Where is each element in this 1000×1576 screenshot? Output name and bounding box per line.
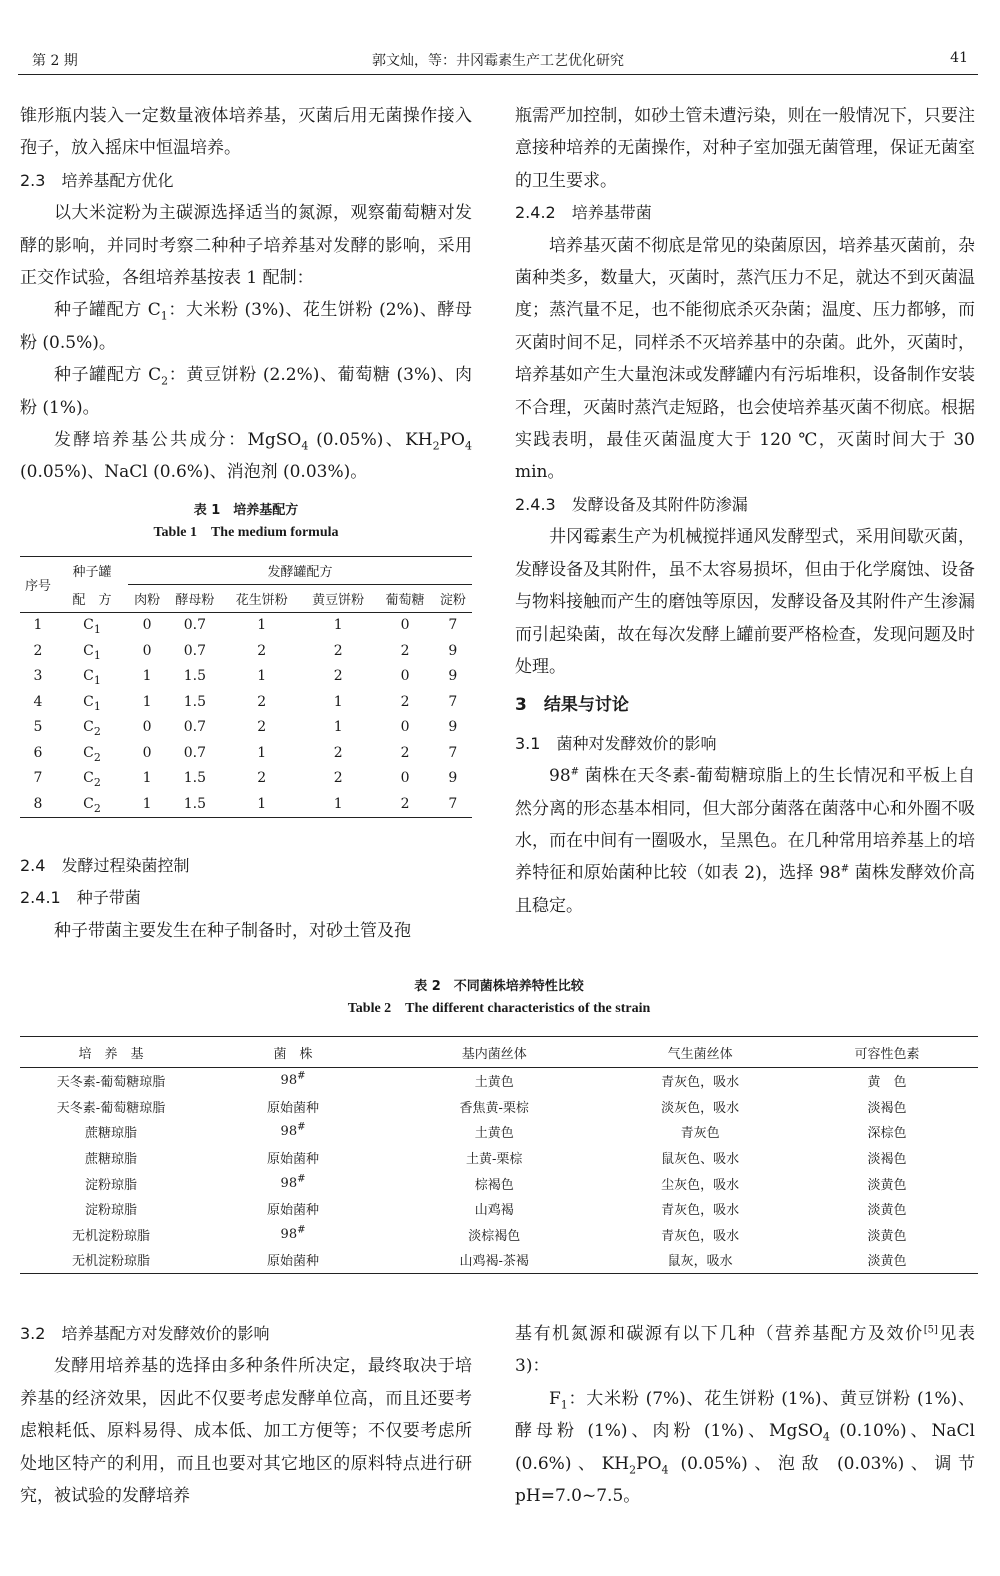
table1-cell: 7 (448, 795, 458, 812)
table1-row (20, 715, 472, 741)
table1-cell: 6 (33, 744, 43, 761)
paragraph: 种子带菌主要发生在种子制备时，对砂土管及孢 (54, 920, 411, 941)
table2-cell: 无机淀粉琼脂 (72, 1228, 151, 1244)
table1-cell: 7 (33, 770, 43, 787)
table2-cell: 土黄色 (474, 1126, 514, 1142)
table1-caption-cn: 表 1 培养基配方 (193, 503, 299, 518)
table2-row (20, 1170, 978, 1196)
table2-cell: 淡黄色 (867, 1177, 907, 1193)
table1-subheader: 酵母粉 (175, 592, 215, 608)
table2-cell: 淀粉琼脂 (85, 1177, 138, 1193)
table1-cell: 2 (400, 744, 410, 761)
subsection-heading: 2.4.2 培养基带菌 (515, 203, 652, 223)
table2-cell: 淡灰色，吸水 (661, 1100, 740, 1116)
table1-cell: 1.5 (183, 668, 207, 685)
table2 (20, 1036, 978, 1274)
left-column (20, 100, 472, 489)
table1-cell: 9 (448, 642, 458, 659)
table2-header: 气生菌丝体 (604, 1037, 796, 1068)
table1-cell: 1 (142, 693, 152, 710)
table1-cell: 2 (33, 642, 43, 659)
table1-cell: 2 (257, 719, 267, 736)
table2-header: 可容性色素 (796, 1037, 978, 1068)
table1-cell: 0 (400, 770, 410, 787)
running-header (18, 46, 978, 75)
table2-caption (20, 976, 978, 1020)
table1-cell: 7 (448, 744, 458, 761)
table2-cell: 香焦黄-栗棕 (459, 1100, 529, 1116)
table1-cell: 0 (142, 617, 152, 634)
table1-cell: $C_1$ (83, 668, 101, 688)
table1-cell: 1 (33, 617, 43, 634)
paragraph: 种子罐配方 $C_1$：大米粉 (3%)、花生饼粉 (2%)、酵母粉 (0.5%)。 (20, 300, 472, 353)
table2-cell: 蔗糖琼脂 (85, 1152, 138, 1168)
left-column-lower (20, 850, 472, 947)
table1-cell: 0.7 (183, 719, 207, 736)
running-title: 郭文灿，等：井冈霉素生产工艺优化研究 (372, 53, 624, 69)
table1-cell: 0 (400, 668, 410, 685)
table1-cell: 5 (33, 719, 43, 736)
table1-cell: 9 (448, 668, 458, 685)
table2-row (20, 1222, 978, 1248)
table2-row (20, 1119, 978, 1145)
table1-caption-en: Table 1 The medium formula (153, 525, 339, 540)
paragraph: 98# 菌株在天冬素-葡萄糖琼脂上的生长情况和平板上自然分离的形态基本相同，但大部分菌落在菌落中心和外圈不吸水，而在中间有一圈吸水，呈黑色。在几种常用培养基上的培养特征和原始菌种比较（如表 2)，选择 98# 菌株发酵效价高且稳定。 (515, 766, 976, 916)
table1-subheader: 肉粉 (134, 592, 161, 608)
paragraph: 基有机氮源和碳源有以下几种（营养基配方及效价[5]见表 3)： (515, 1324, 976, 1377)
table2-cell: 山鸡褐 (474, 1203, 514, 1219)
paragraph: 瓶需严加控制，如砂土管未遭污染，则在一般情况下，只要注意接种培养的无菌操作，对种子室加强无菌管理，保证无菌室的卫生要求。 (515, 106, 975, 191)
table1-cell: 1 (257, 795, 267, 812)
table1-cell: 1 (333, 693, 343, 710)
table2-header: 菌 株 (202, 1037, 384, 1068)
table1-row (20, 612, 472, 638)
table1-cell: $C_1$ (83, 693, 101, 713)
table2-cell: 青灰色，吸水 (661, 1075, 740, 1091)
paragraph: 培养基灭菌不彻底是常见的染菌原因，培养基灭菌前，杂菌种类多，数量大，灭菌时，蒸汽压力不足，就达不到灭菌温度；蒸汽量不足，也不能彻底杀灭杂菌；温度、压力都够，而灭菌时间不足，同样杀不灭培养基中的杂菌。此外，灭菌时，培养基如产生大量泡沫或发酵罐内有污垢堆积，设备制作安装不合理，灭菌时蒸汽走短路，也会使培养基灭菌不彻底。根据实践表明，最佳灭菌温度大于 120 ℃，灭菌时间大于 30 min。 (515, 235, 975, 483)
table2-row (20, 1196, 978, 1222)
table1-cell: 1.5 (183, 693, 207, 710)
table1-cell: 0 (142, 719, 152, 736)
table2-cell: 98# (280, 1224, 306, 1242)
table2-cell: 黄 色 (867, 1075, 907, 1091)
table1-cell: 1.5 (183, 770, 207, 787)
table1-cell: 7 (448, 693, 458, 710)
table2-row (20, 1094, 978, 1120)
table1-cell: 1 (142, 795, 152, 812)
table1-cell: 1 (257, 617, 267, 634)
table1-cell: $C_1$ (83, 642, 101, 662)
table1-row (20, 664, 472, 690)
table1-cell: 2 (400, 642, 410, 659)
table1-cell: 0 (142, 744, 152, 761)
table1-cell: 9 (448, 719, 458, 736)
table1-subheader: 花生饼粉 (235, 592, 288, 608)
table2-cell: 青灰色 (680, 1126, 720, 1142)
table1-cell: 2 (257, 770, 267, 787)
table1-cell: 2 (257, 693, 267, 710)
paragraph: 以大米淀粉为主碳源选择适当的氮源，观察葡萄糖对发酵的影响，并同时考察二种种子培养基对发酵的影响，采用正交作试验，各组培养基按表 1 配制： (20, 203, 472, 289)
table2-cell: 98# (280, 1173, 306, 1191)
table1-cell: $C_1$ (83, 617, 101, 637)
table1-row (20, 740, 472, 766)
table1-cell: 8 (33, 795, 43, 812)
table2-cell: 无机淀粉琼脂 (72, 1254, 151, 1270)
table2-cell: 淡黄色 (867, 1228, 907, 1244)
table1-cell: 0.7 (183, 617, 207, 634)
table1-cell: 4 (33, 693, 43, 710)
table1-cell: 1 (257, 668, 267, 685)
table1-row (20, 766, 472, 792)
table1-cell: 0 (400, 719, 410, 736)
table1-header: 种子罐 (72, 565, 112, 581)
table1-cell: 0.7 (183, 744, 207, 761)
table2-cell: 淡棕褐色 (468, 1228, 521, 1244)
table1-cell: 7 (448, 617, 458, 634)
paragraph: 锥形瓶内装入一定数量液体培养基，灭菌后用无菌操作接入孢子，放入摇床中恒温培养。 (20, 106, 472, 159)
table2-cell: 原始菌种 (267, 1203, 320, 1219)
paragraph: 发酵培养基公共成分：MgSO$_4$ (0.05%)、$KH_2PO_4$ (0.05%)、NaCl (0.6%)、消泡剂 (0.03%)。 (20, 430, 472, 483)
table2-cell: 天冬素-葡萄糖琼脂 (56, 1075, 166, 1091)
paragraph: $F_1$：大米粉 (7%)、花生饼粉 (1%)、黄豆饼粉 (1%)、酵母粉 (1%)、肉粉 (1%)、MgSO$_4$ (0.10%)、NaCl (0.6%)、$KH_2PO_4$ (0.05%)、泡敌 (0.03%)、调节 pH=7.0~7.5。 (515, 1388, 975, 1507)
section-heading: 3 结果与讨论 (515, 695, 629, 716)
table1-cell: 2 (333, 770, 343, 787)
table1-cell: 2 (333, 642, 343, 659)
table1-header: 发酵罐配方 (128, 557, 472, 585)
table2-header: 培 养 基 (20, 1037, 202, 1068)
bottom-right-column (515, 1318, 975, 1512)
table2-cell: 山鸡褐-茶褐 (459, 1254, 529, 1270)
table2-cell: 原始菌种 (267, 1100, 320, 1116)
table2-cell: 淡黄色 (867, 1254, 907, 1270)
table1-cell: 1 (257, 744, 267, 761)
table2-body (20, 1068, 978, 1274)
table2-cell: 鼠灰色、吸水 (661, 1152, 740, 1168)
section-heading: 2.4 发酵过程染菌控制 (20, 856, 190, 875)
table1-cell: 0.7 (183, 642, 207, 659)
table1 (20, 556, 472, 818)
table2-header: 基内菌丝体 (384, 1037, 604, 1068)
table2-cell: 98# (280, 1122, 306, 1140)
table1-header: 序号 (20, 557, 56, 613)
table2-cell: 淡褐色 (867, 1100, 907, 1116)
table1-cell: 1 (333, 617, 343, 634)
section-heading: 3.2 培养基配方对发酵效价的影响 (20, 1324, 270, 1343)
table1-cell: $C_2$ (83, 770, 101, 790)
table1-body (20, 612, 472, 817)
page-number: 41 (950, 50, 968, 66)
table1-header: 配 方 (72, 592, 112, 608)
table1-cell: 2 (400, 693, 410, 710)
table1-subheader: 淀粉 (439, 592, 466, 608)
paragraph: 种子罐配方 $C_2$：黄豆饼粉 (2.2%)、葡萄糖 (3%)、肉粉 (1%)。 (20, 365, 472, 418)
table1-cell: 1 (333, 719, 343, 736)
table2-cell: 土黄-栗棕 (465, 1152, 523, 1168)
table2-row (20, 1247, 978, 1273)
paragraph: 发酵用培养基的选择由多种条件所决定，最终取决于培养基的经济效果，因此不仅要考虑发酵单位高，而且还要考虑粮耗低、原料易得、成本低、加工方便等；不仅要考虑所处地区特产的利用，而且也要对其它地区的原料特点进行研究，被试验的发酵培养 (20, 1356, 472, 1507)
table2-cell: 尘灰色，吸水 (661, 1177, 740, 1193)
table2-cell: 原始菌种 (267, 1152, 320, 1168)
table2-row (20, 1145, 978, 1171)
bottom-left-column (20, 1318, 472, 1512)
table1-cell: 1 (333, 795, 343, 812)
table1-row (20, 638, 472, 664)
table1-caption (20, 500, 472, 544)
table2-cell: 土黄色 (474, 1075, 514, 1091)
table2-cell: 淡褐色 (867, 1152, 907, 1168)
table2-row (20, 1068, 978, 1094)
table1-row (20, 791, 472, 817)
table2-caption-cn: 表 2 不同菌株培养特性比较 (414, 979, 584, 994)
table2-cell: 蔗糖琼脂 (85, 1126, 138, 1142)
table1-row (20, 689, 472, 715)
section-heading: 2.3 培养基配方优化 (20, 170, 174, 190)
table2-cell: 原始菌种 (267, 1254, 320, 1270)
table1-cell: 2 (333, 744, 343, 761)
table1-cell: 1 (142, 668, 152, 685)
table1-cell: 1.5 (183, 795, 207, 812)
table2-cell: 淡黄色 (867, 1203, 907, 1219)
table1-cell: $C_2$ (83, 719, 101, 739)
table2-cell: 深棕色 (867, 1126, 907, 1142)
table1-cell: 0 (142, 642, 152, 659)
issue-number: 第 2 期 (32, 53, 78, 69)
table1-cell: 3 (33, 668, 43, 685)
table1-cell: 2 (333, 668, 343, 685)
paragraph: 井冈霉素生产为机械搅拌通风发酵型式，采用间歇灭菌，发酵设备及其附件，虽不太容易损坏，但由于化学腐蚀、设备与物料接触而产生的磨蚀等原因，发酵设备及其附件产生渗漏而引起染菌，故在每次发酵上罐前要严格检查，发现问题及时处理。 (515, 527, 975, 677)
subsection-heading: 2.4.1 种子带菌 (20, 888, 141, 908)
table1-cell: 2 (257, 642, 267, 659)
table2-cell: 鼠灰，吸水 (667, 1254, 733, 1270)
table2-cell: 98# (280, 1070, 306, 1089)
table1-cell: 2 (400, 795, 410, 812)
right-column (515, 100, 975, 922)
table1-cell: $C_2$ (83, 795, 101, 815)
table2-cell: 青灰色，吸水 (661, 1228, 740, 1244)
table1-subheader: 黄豆饼粉 (312, 592, 365, 608)
table2-cell: 天冬素-葡萄糖琼脂 (56, 1100, 166, 1116)
table1-subheader: 葡萄糖 (385, 592, 425, 608)
table1-cell: 9 (448, 770, 458, 787)
table1-cell: 0 (400, 617, 410, 634)
table1-cell: $C_2$ (83, 744, 101, 764)
table2-caption-en: Table 2 The different characteristics of the strain (347, 1001, 651, 1016)
table2-cell: 青灰色，吸水 (661, 1203, 740, 1219)
subsection-heading: 2.4.3 发酵设备及其附件防渗漏 (515, 494, 748, 514)
table1-cell: 1 (142, 770, 152, 787)
subsection-heading: 3.1 菌种对发酵效价的影响 (515, 733, 717, 753)
table2-cell: 棕褐色 (474, 1177, 514, 1193)
table2-cell: 淀粉琼脂 (85, 1203, 138, 1219)
